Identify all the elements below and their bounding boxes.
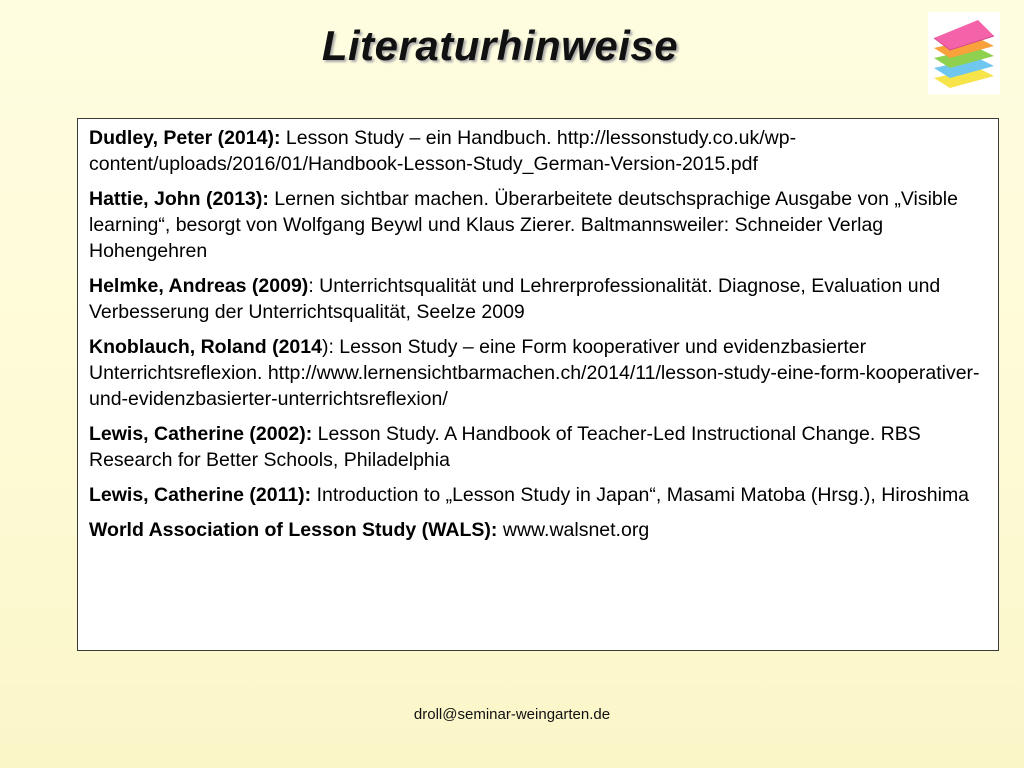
reference-list [77, 118, 999, 651]
reference-author: Lewis, Catherine (2011): [89, 484, 312, 506]
reference-entry [89, 125, 988, 177]
reference-text: Introduction to „Lesson Study in Japan“, Masami Matoba (Hrsg.), Hiroshima [311, 484, 970, 506]
reference-text: Lernen sichtbar machen. Überarbeitete deutschsprachige Ausgabe von „Visible learning“, besorgt von Wolfgang Beywl und Klaus Zierer. Baltmannsweiler: Schneider Verlag Hohengehren [89, 188, 958, 262]
reference-author: Hattie, John (2013): [89, 188, 269, 210]
sticky-notes-icon [928, 12, 1000, 94]
reference-author: Dudley, Peter (2014): [89, 127, 281, 149]
reference-entry [89, 334, 988, 412]
reference-text: Lesson Study – ein Handbuch. http://lessonstudy.co.uk/wp-content/uploads/2016/01/Handbook-Lesson-Study_German-Version-2015.pdf [89, 127, 797, 175]
reference-author: Lewis, Catherine (2002): [89, 423, 313, 445]
reference-entry [89, 482, 988, 508]
reference-author: Knoblauch, Roland (2014 [89, 336, 322, 358]
footer-email: droll@seminar-weingarten.de [413, 706, 611, 723]
reference-text: Lesson Study. A Handbook of Teacher-Led Instructional Change. RBS Research for Better Schools, Philadelphia [89, 423, 921, 471]
reference-entry [89, 517, 988, 543]
reference-entry [89, 421, 988, 473]
reference-text: : Unterrichtsqualität und Lehrerprofessionalität. Diagnose, Evaluation und Verbesserung der Unterrichtsqualität, Seelze 2009 [89, 275, 941, 323]
reference-entry [89, 186, 988, 264]
reference-author: World Association of Lesson Study (WALS): [89, 519, 498, 541]
reference-entry [89, 273, 988, 325]
slide-title: Literaturhinweise [321, 22, 679, 69]
reference-text: www.walsnet.org [497, 519, 650, 541]
reference-text: ): Lesson Study – eine Form kooperativer und evidenzbasierter Unterrichtsreflexion. http://www.lernensichtbarmachen.ch/2014/11/lesson-study-eine-form-kooperativer-und-evidenzbasierter-unterrichtsreflexion/ [89, 336, 980, 410]
reference-author: Helmke, Andreas (2009) [89, 275, 309, 297]
